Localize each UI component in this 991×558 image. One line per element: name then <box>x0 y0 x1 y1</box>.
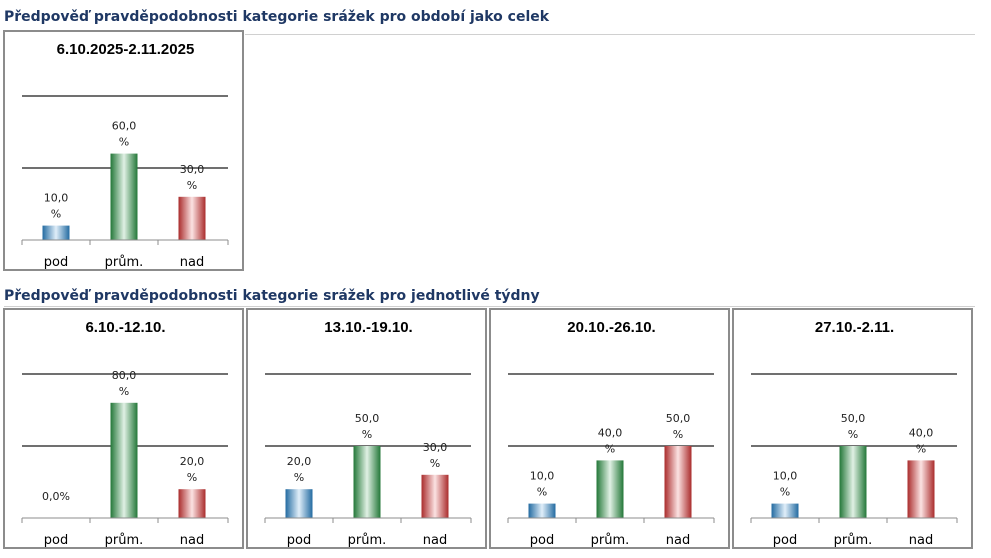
category-label: nad <box>908 533 934 547</box>
divider <box>245 34 975 35</box>
bar-nad <box>179 489 206 518</box>
category-label: nad <box>665 533 691 547</box>
bar-prum <box>111 154 138 240</box>
bar-prum <box>111 403 138 518</box>
bar-nad <box>665 446 692 518</box>
bar-pod <box>286 489 313 518</box>
category-label: prům. <box>347 533 387 547</box>
bar-nad <box>179 197 206 240</box>
bar-prum <box>840 446 867 518</box>
data-label: 20,0 % <box>286 455 312 485</box>
bar-pod <box>772 504 799 518</box>
category-label: nad <box>179 255 205 269</box>
chart-panel-week4 <box>732 308 973 549</box>
chart-panel-week2 <box>246 308 487 549</box>
category-label: prům. <box>104 533 144 547</box>
chart-panel-week3 <box>489 308 730 549</box>
data-label: 40,0 % <box>597 426 623 456</box>
category-label: prům. <box>590 533 630 547</box>
chart-title: 20.10.-26.10. <box>567 319 656 336</box>
data-label: 20,0 % <box>179 455 205 485</box>
bar-prum <box>354 446 381 518</box>
section-title-overall: Předpověď pravděpodobnosti kategorie srážek pro období jako celek <box>4 9 550 25</box>
data-label: 40,0 % <box>908 426 934 456</box>
section-title-weekly: Předpověď pravděpodobnosti kategorie srážek pro jednotlivé týdny <box>4 288 540 304</box>
bar-pod <box>529 504 556 518</box>
category-label: pod <box>286 533 312 547</box>
divider <box>4 306 975 307</box>
category-label: prům. <box>833 533 873 547</box>
data-label: 50,0 % <box>840 412 866 441</box>
category-label: pod <box>43 255 69 269</box>
category-label: nad <box>179 533 205 547</box>
data-label: 50,0 % <box>665 412 691 441</box>
chart-svg <box>491 310 728 547</box>
data-label: 60,0 % <box>111 119 137 149</box>
chart-svg <box>5 310 242 547</box>
chart-svg <box>5 32 242 269</box>
chart-svg <box>734 310 971 547</box>
data-label: 10,0 % <box>43 191 69 221</box>
data-label: 10,0 % <box>772 469 798 499</box>
category-label: pod <box>43 533 69 547</box>
chart-title: 6.10.-12.10. <box>85 319 166 336</box>
data-label: 30,0 % <box>422 440 448 470</box>
chart-svg <box>248 310 485 547</box>
bar-pod <box>43 226 70 240</box>
chart-title: 6.10.2025-2.11.2025 <box>56 41 195 58</box>
chart-title: 27.10.-2.11. <box>814 319 895 336</box>
data-label: 10,0 % <box>529 469 555 499</box>
chart-panel-overall <box>3 30 244 271</box>
category-label: prům. <box>104 255 144 269</box>
chart-panel-week1 <box>3 308 244 549</box>
bar-nad <box>422 475 449 518</box>
bar-nad <box>908 460 935 518</box>
data-label: 80,0 % <box>111 368 137 398</box>
data-label: 0,0% <box>42 490 70 503</box>
category-label: pod <box>529 533 555 547</box>
category-label: nad <box>422 533 448 547</box>
chart-title: 13.10.-19.10. <box>324 319 413 336</box>
data-label: 30,0 % <box>179 162 205 192</box>
data-label: 50,0 % <box>354 412 380 441</box>
bar-prum <box>597 460 624 518</box>
category-label: pod <box>772 533 798 547</box>
